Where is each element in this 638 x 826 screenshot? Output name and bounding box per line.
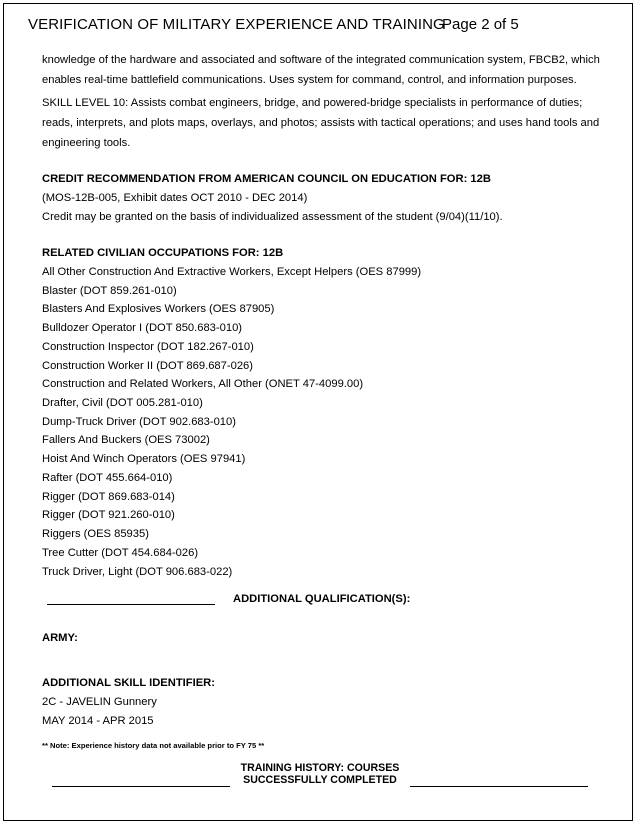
list-item: Riggers (OES 85935) xyxy=(42,528,149,541)
army-heading: ARMY: xyxy=(42,632,78,645)
list-item: Rafter (DOT 455.664-010) xyxy=(42,471,173,484)
divider xyxy=(52,786,230,787)
occupations-heading: RELATED CIVILIAN OCCUPATIONS FOR: 12B xyxy=(42,247,284,259)
training-history-row xyxy=(42,761,602,791)
list-item: Rigger (DOT 869.683-014) xyxy=(42,490,175,503)
asi-value: 2C - JAVELIN Gunnery xyxy=(42,696,157,709)
list-item: Drafter, Civil (DOT 005.281-010) xyxy=(42,397,203,410)
list-item: All Other Construction And Extractive Workers, Except Helpers (OES 87999) xyxy=(42,266,422,278)
credit-heading: CREDIT RECOMMENDATION FROM AMERICAN COUNCIL ON EDUCATION FOR: 12B xyxy=(42,173,491,185)
credit-exhibit: (MOS-12B-005, Exhibit dates OCT 2010 - DEC 2014) xyxy=(42,192,308,204)
intro-paragraph: knowledge of the hardware and associated and software of the integrated communication system, FBCB2, which enables real-time battlefield communications. Uses system for command, control, and information purposes. xyxy=(42,54,600,86)
asi-dates: MAY 2014 - APR 2015 xyxy=(42,715,154,728)
list-item: Hoist And Winch Operators (OES 97941) xyxy=(42,453,246,466)
asi-heading: ADDITIONAL SKILL IDENTIFIER: xyxy=(42,677,215,690)
page-title: VERIFICATION OF MILITARY EXPERIENCE AND TRAINING xyxy=(28,16,445,33)
training-history-line1: TRAINING HISTORY: COURSES xyxy=(240,762,400,775)
list-item: Construction Inspector (DOT 182.267-010) xyxy=(42,340,254,353)
additional-qualifications-row xyxy=(42,591,602,611)
page-number: Page 2 of 5 xyxy=(442,16,519,33)
additional-qualifications-heading: ADDITIONAL QUALIFICATION(S): xyxy=(233,593,411,606)
divider xyxy=(47,604,215,605)
list-item: Construction Worker II (DOT 869.687-026) xyxy=(42,359,253,372)
occupations-list xyxy=(42,263,602,581)
list-item: Blasters And Explosives Workers (OES 87905) xyxy=(42,303,275,316)
training-history-heading xyxy=(232,763,408,786)
experience-note: ** Note: Experience history data not available prior to FY 75 ** xyxy=(42,741,265,751)
training-history-line2: SUCCESSFULLY COMPLETED xyxy=(243,773,397,786)
list-item: Bulldozer Operator I (DOT 850.683-010) xyxy=(42,322,243,335)
list-item: Tree Cutter (DOT 454.684-026) xyxy=(42,546,199,559)
list-item: Dump-Truck Driver (DOT 902.683-010) xyxy=(42,415,236,428)
list-item: Rigger (DOT 921.260-010) xyxy=(42,509,175,522)
skill-level-paragraph: SKILL LEVEL 10: Assists combat engineers, bridge, and powered-bridge specialists in performance of duties; reads, interprets, and plots maps, overlays, and photos; assists with tactical operations; and uses hand tools and engineering tools. xyxy=(42,97,600,149)
document-page xyxy=(3,3,633,821)
list-item: Construction and Related Workers, All Other (ONET 47-4099.00) xyxy=(42,378,364,391)
list-item: Fallers And Buckers (OES 73002) xyxy=(42,434,210,447)
document-body xyxy=(42,50,602,791)
divider xyxy=(410,786,588,787)
credit-note: Credit may be granted on the basis of individualized assessment of the student (9/04)(11/10). xyxy=(42,211,503,223)
list-item: Blaster (DOT 859.261-010) xyxy=(42,284,177,297)
list-item: Truck Driver, Light (DOT 906.683-022) xyxy=(42,565,233,578)
